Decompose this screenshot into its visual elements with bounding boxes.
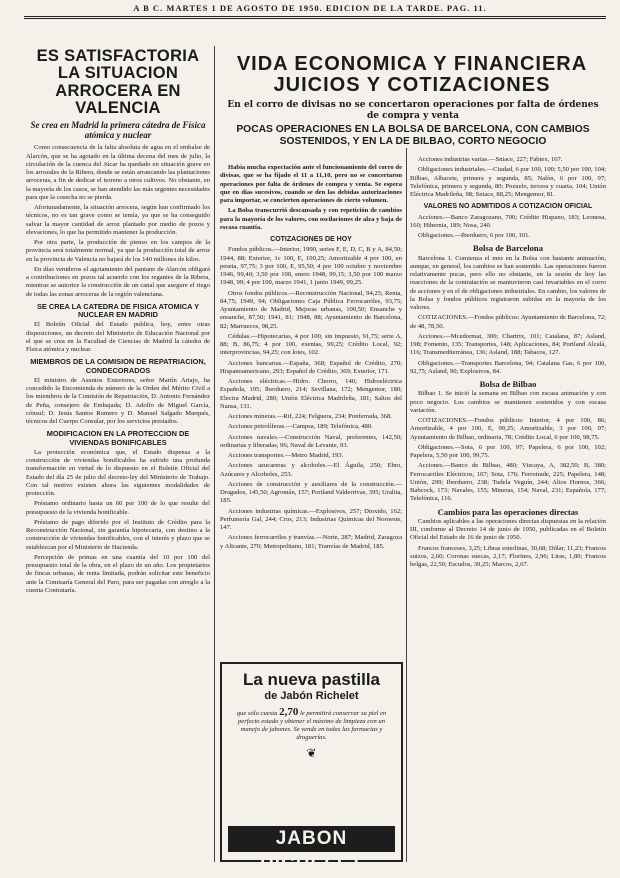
paragraph: El Boletín Oficial del Estado publica, hoy, entre otras disposiciones, un decreto del Ministerio de Educación Nacional por el que se crea en la Facultad de Ciencias de Madrid la cátedra de Física atómica y nuclear. xyxy=(26,321,210,353)
paragraph: Acciones eléctricas.—Hidro. Chorro, 140; Hidroeléctrica Española, 195; Iberduero, 214; Sevillana, 172; Mengemor, 180; Electra Madrid, 280; Unión Eléctrica Madrileña, 181; Saltos del Nansa, 131. xyxy=(220,378,402,410)
center-column xyxy=(220,164,402,658)
paragraph: Acciones mineras.—Rif, 224; Felguera, 234; Ponferrada, 368. xyxy=(228,413,392,420)
paragraph: Acciones.—Mcedormat, 300; Chartrix, 101; Catalana, 87; Asland, 198; Fomento, 135; Transportes, 148; Aplicaciones, 84; Portland Alcalá, 116; Transmediterránea, 136; Asland, 188; Tabacos, 127. xyxy=(410,332,606,357)
left-column xyxy=(26,48,210,866)
ad-price: 2,70 xyxy=(279,706,299,718)
paragraph: Percepción de primas en una cuantía del 10 por 100 del presupuesto total de la obra, en el plazo de un año. Los propietarios de fincas urbanas, de renta limitada, podrán solicitar este beneficio ante la Comisaría General del Paro, para ser pagadas con arreglo a la cuenta Contrataría. xyxy=(26,553,210,594)
paragraph: Afortunadamente, la situación arrocera, según han confirmado los técnicos, no es tan grave como se temía, ya que se ha conseguido salvar la mayor cantidad de arroz plantado por medio de pozos y elevaciones, lo que ha permitido mantener la producción. xyxy=(26,204,210,236)
paragraph: Acciones.—Banco Zaragozano, 700; Crédito Hispano, 183; Leonesa, 160; Hibernia, 189; Nosa, 240. xyxy=(410,213,606,229)
section-heading-no-admitidos: VALORES NO ADMITIDOS A COTIZACION OFICIAL xyxy=(423,203,593,211)
paragraph: Como consecuencia de la falta absoluta de agua en el embalse de Alarcón, que se ha agotado en la última decena del mes de julio, la circulación de la cuenca del Júcar ha quedado en situación grave en los arrozales de la Ribera, donde se están arrancando las plantaciones arroceras, a fin de dedicar el terreno a otros cultivos. No obstante, en la mayoría de los casos, se han atendido las más urgentes necesidades para que la cosecha no se pierda. xyxy=(26,144,210,201)
divisas-subtitle: En el corro de divisas no se concertaron operaciones por falta de órdenes de compra y venta xyxy=(227,100,599,121)
ad-body-a: que sólo cuesta xyxy=(236,710,278,717)
paragraph: Francos franceses, 3,25; Libras esterlinas, 30,68; Dólar, 11,23; Francos suizos, 2,60; Coronas suecas, 2,17; Florines, 2,96; Liras, 1,80; Francos belgas, 22,50; Escudos, 39,25; Marcos, 2,67. xyxy=(410,544,606,568)
paragraph: Obligaciones.—Iberduero, 6 por 100, 101. xyxy=(418,232,531,239)
paragraph: Obligaciones industriales.—Ciudad, 6 por 100, 100; 5,50 por 100, 104; Bilbao, Albacete, primera y segunda, 85; Nalón, 6 por 100, 97; Telefónica, primera y segunda, 80; Pozuelo, tercera y cuarta, 104; Unión Eléctrica Madrileña, 98; Sniace, 88,25; Mengemor, 81. xyxy=(410,166,606,198)
ad-headline: La nueva pastilla xyxy=(243,670,380,689)
ad-ornament-icon: ❦ xyxy=(306,746,317,760)
section-heading-repatriacion: MIEMBROS DE LA COMISION DE REPATRIACION, CONDECORADOS xyxy=(30,357,206,375)
paragraph: Cédulas.—Hipotecarias, 4 por 100, sin impuesto, 91,75; serie A, 88; B, 86,75; 4 por 100, exentas, 99,25; Crédito Local, 92; interprovincias, 94,25; con lotes, 102. xyxy=(220,332,402,357)
heading-bolsa-barcelona: Bolsa de Barcelona xyxy=(472,243,544,254)
right-column xyxy=(410,156,606,866)
paragraph: Acciones.—Banco de Bilbao, 480; Vizcaya, A, 382,50; B, 380; Ferrocarriles Eléctricos, 107; Sota, 176; Ferrotrade, 225; Papelera, 148; Unión, 299; Iberduero, 238; Tudela Veguín, 244; Altos Hornos, 366; Babcock, 173; Navales, 155; Mineras, 154; Naval, 231; Española, 177; Telefónica, 116. xyxy=(410,462,606,503)
paragraph: Acciones transportes.—Metro Madrid, 193. xyxy=(228,452,344,459)
paragraph: Acciones petrolíferas.—Campsa, 189; Telefónica, 480. xyxy=(228,423,373,431)
section-heading-cotizaciones: COTIZACIONES DE HOY xyxy=(270,236,352,243)
paragraph: Acciones industrias varias.—Sniace, 227; Fabtex, 167. xyxy=(418,156,563,163)
paragraph: COTIZACIONES.—Fondos públicos: Interior, 4 por 100, 86; Amortizable, 4 por 100, E, 99,25; Amortizable, 3 por 100, 97; Ayuntamiento de Bilbao, ordinaria, 78; Crédito Local, 6 por 100, 98,75. xyxy=(410,417,606,441)
paragraph: Préstamo ordinario hasta un 60 por 100 de lo que resulte del presupuesto de la vivienda bonificable. xyxy=(26,500,210,516)
paragraph: Fondos públicos.—Interior, 1900, series F, E, D, C, B y A, 84,50; 1944, 88; Exterior, 1c 100, E, 100,25; Amortizable 4 por 100, en peseta, 97,75; 3 por 100, E, 95,50; 4 por 100 octubre y noviembre 1946, 99,40; 3,50 por 100, enero 1948, 99,15; 3,50 por 100 marzo 1948, 99; 4 por 100, marzo 1941, 1 junio 1949, 99,25. xyxy=(220,246,402,287)
paragraph: Bilbao 1. Se inició la semana en Bilbao con escasa animación y con poco negocio. Los cambios se mantienen sostenidos y con escasa variación. xyxy=(410,390,606,414)
article-subtitle-fisica: Se crea en Madrid la primera cátedra de Física atómica y nuclear xyxy=(30,120,206,141)
paragraph: Acciones de construcción y auxiliares de la construcción.—Dragados, 145,50; Agromán, 157; Portland Valderrivas, 395; Uralita, 185. xyxy=(220,480,402,505)
header-rule-2 xyxy=(24,18,606,19)
header-rule xyxy=(24,16,606,17)
page-header: A B C. MARTES 1 DE AGOSTO DE 1950. EDICION DE LA TARDE. PAG. 11. xyxy=(133,3,487,13)
paragraph: Acciones industrias químicas.—Explosivos, 257; Dioxido, 162; Perfumería Gal, 244; Cros, 213; Industrias Químicas del Noroeste, 147. xyxy=(220,507,402,531)
heading-bolsa-bilbao: Bolsa de Bilbao xyxy=(479,379,537,389)
column-divider-right xyxy=(406,148,407,862)
ad-body-b: le permitirá conservar su piel en perfecto estado y obtener el máximo de limpieza con un manejo de jabones. Se vende en todas las farmacias y droguerías. xyxy=(237,710,387,741)
paragraph: Obligaciones.—Sota, 6 por 100, 97; Papelera, 6 por 100, 102; Papelera, 5,50 por 100, 99,75. xyxy=(410,443,606,459)
paragraph: Acciones ferrocarriles y tranvías.—Norte, 287; Madrid, Zaragoza y Alicante, 270; Metropolitano, 181; Tranvías de Madrid, 185. xyxy=(220,534,402,550)
article-title-arroz: ES SATISFACTORIA LA SITUACION ARROCERA EN VALENCIA xyxy=(36,47,200,117)
paragraph: Cambios aplicables a las operaciones directas dispuestas en la relación III, conforme al Decreto 14 de junio de 1950, publicadas en el Boletín Oficial del Estado de 16 de junio de 1950. xyxy=(410,517,606,542)
column-divider-left xyxy=(214,46,215,862)
paragraph: Barcelona 1. Comienza el mes en la Bolsa con bastante animación, aunque, en general, los cambios se han sostenido. Las operaciones fueron relativamente pocas, pero ello no obstante, en la sesión de hoy las reacciones de la contratación se mantuvieron casi invariables en el corro de acciones y en el de obligaciones industriales. En cambio, los valores de la Bolsa y fondos públicos registraron subidas en la mayoría de los valores. xyxy=(410,254,606,311)
paragraph: Por otra parte, la producción de pienso en los campos de la provincia será totalmente normal, ya que la producción total de arroz en la provincia de Valencia no bajará de los 140 millones de kilos. xyxy=(26,239,210,263)
ad-brand-banner: JABON RICHELET xyxy=(228,826,395,852)
paragraph: El ministro de Asuntos Exteriores, señor Martín Artajo, ha concedido la Encomienda de número de la Orden del Mérito Civil a los miembros de la Comisión de Repatriación, D. Antonio Fernández de Peña, consejero de Embajada; D. Adolfo de Miguel García, cónsul; D. Jesús Santos Romero y D. Manuel Salgado Marqués, técnicos del Cuerpo Consular, por los servicios prestados. xyxy=(26,376,210,425)
section-heading-viviendas: MODIFICACION EN LA PROTECCION DE VIVIENDAS BONIFICABLES xyxy=(46,429,190,447)
heading-cambios-directas: Cambios para las operaciones directas xyxy=(437,506,579,517)
paragraph: Acciones navales.—Construcción Naval, preferentes, 142,50; ordinarias y liberadas, 96; Naval de Levante, 93. xyxy=(220,433,402,449)
paragraph: Acciones azucareras y alcoholes.—El Águila, 250; Ebro, Azúcares y Alcoholes, 253. xyxy=(220,462,402,478)
paragraph: En días venideros el agotamiento del pantano de Alarcón obligará a contribuciones en pozos tal acuerdo con los regantes de la Ribera, mientras se autorice la construcción de un canal que asegure el riego de todas las zonas arroceras de la región valenciana. xyxy=(26,265,210,298)
paragraph: La protección económica que, el Estado dispensa a la construcción de viviendas bonificables ha sufrido una profunda transformación en virtud de lo dispuesto en el Boletín Oficial del Estado del día 25 de julio del decreto-ley del Ministerio de Trabajo. Con tal motivo existen ahora las siguientes modalidades de protección. xyxy=(26,448,210,497)
economic-section-title: VIDA ECONOMICA Y FINANCIERA JUICIOS Y COTIZACIONES xyxy=(236,53,588,96)
section-heading-catedra: SE CREA LA CATEDRA DE FISICA ATOMICA Y NUCLEAR EN MADRID xyxy=(36,301,200,319)
ad-body xyxy=(222,702,401,742)
paragraph: Otros fondos públicos.—Reconstrucción Nacional, 94,25; Renta, 84,75; 1949, 94; Obligaciones Caja Pública Ferrocarriles, 93,75; Ayuntamiento de Madrid, Mejoras urbanas, 100,50; Ensanche y ensanche, 87,50; 1941, 81; 1948, 88; Ayuntamiento de Barcelona, 82; Marruecos, 98,25. xyxy=(220,289,402,330)
advertisement-jabon-richelet xyxy=(220,662,403,875)
paragraph: Obligaciones.—Transportes Barcelona, 94; Catalana Gas, 6 por 100, 92,75; Asland, 90; Explosivos, 84. xyxy=(410,359,606,375)
bolsa-headline: POCAS OPERACIONES EN LA BOLSA DE BARCELONA, CON CAMBIOS SOSTENIDOS, Y EN LA DE BILBAO, CORTO NEGOCIO xyxy=(236,124,590,147)
paragraph: Había mucha expectación ante el funcionamiento del corro de divisas, que se ha fijado el 11 a 11,10, pero no se concertaron operaciones por falta de órdenes de compra y venta. Se espera que en días sucesivos, cuando se den las debidas autorizaciones para importar, se concierten operaciones de cierto volumen. xyxy=(220,164,402,204)
paragraph: COTIZACIONES.—Fondos públicos: Ayuntamiento de Barcelona, 72; de 48, 78,50. xyxy=(410,314,606,330)
paragraph: La Bolsa transcurrió descansada y con repetición de cambios para la mayoría de los valores, con oscilaciones de alza y baja de escasa cuantía. xyxy=(220,207,402,231)
ad-subheadline: de Jabón Richelet xyxy=(264,690,359,702)
paragraph: Acciones bancarias.—España, 368; Español de Crédito, 270; Hispanoamericano, 293; Español de Crédito, 369; Exterior, 171. xyxy=(220,359,402,375)
paragraph: Préstamo de pago diferido por el Instituto de Crédito para la Reconstrucción Nacional, sin garantía hipotecaria, con destino a la construcción de viviendas bonificables, con el interés y plazo que se establezcan por el Ministerio de Hacienda. xyxy=(26,518,210,551)
